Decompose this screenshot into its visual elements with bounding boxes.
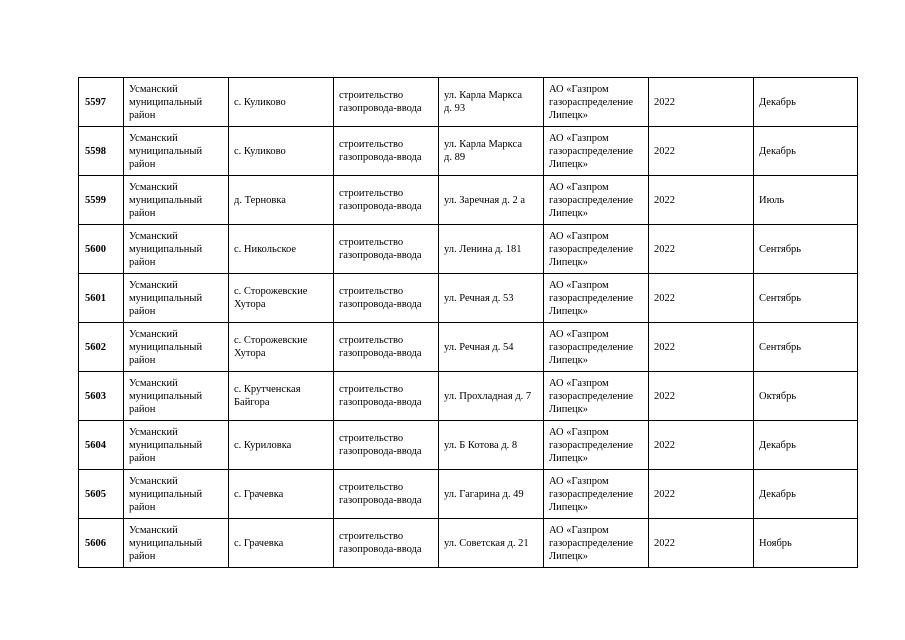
work-type-cell: строительство газопровода-ввода (334, 421, 439, 470)
month-cell: Декабрь (754, 470, 858, 519)
settlement-cell: д. Терновка (229, 176, 334, 225)
month-cell: Сентябрь (754, 225, 858, 274)
work-type-cell: строительство газопровода-ввода (334, 274, 439, 323)
table-row (79, 421, 858, 470)
row-number: 5600 (79, 225, 124, 274)
district-cell: Усманский муниципальный район (124, 176, 229, 225)
row-number: 5605 (79, 470, 124, 519)
address-cell: ул. Гагарина д. 49 (439, 470, 544, 519)
row-number: 5599 (79, 176, 124, 225)
district-cell: Усманский муниципальный район (124, 78, 229, 127)
month-cell: Ноябрь (754, 519, 858, 568)
year-cell: 2022 (649, 78, 754, 127)
district-cell: Усманский муниципальный район (124, 470, 229, 519)
organization-cell: АО «Газпром газораспределение Липецк» (544, 470, 649, 519)
table-row (79, 225, 858, 274)
district-cell: Усманский муниципальный район (124, 323, 229, 372)
address-cell: ул. Речная д. 54 (439, 323, 544, 372)
table-row (79, 519, 858, 568)
organization-cell: АО «Газпром газораспределение Липецк» (544, 274, 649, 323)
district-cell: Усманский муниципальный район (124, 372, 229, 421)
year-cell: 2022 (649, 176, 754, 225)
district-cell: Усманский муниципальный район (124, 274, 229, 323)
organization-cell: АО «Газпром газораспределение Липецк» (544, 225, 649, 274)
organization-cell: АО «Газпром газораспределение Липецк» (544, 372, 649, 421)
organization-cell: АО «Газпром газораспределение Липецк» (544, 176, 649, 225)
month-cell: Сентябрь (754, 274, 858, 323)
row-number: 5597 (79, 78, 124, 127)
work-type-cell: строительство газопровода-ввода (334, 225, 439, 274)
year-cell: 2022 (649, 127, 754, 176)
year-cell: 2022 (649, 274, 754, 323)
settlement-cell: с. Грачевка (229, 519, 334, 568)
settlement-cell: с. Крутченская Байгора (229, 372, 334, 421)
work-type-cell: строительство газопровода-ввода (334, 323, 439, 372)
row-number: 5601 (79, 274, 124, 323)
organization-cell: АО «Газпром газораспределение Липецк» (544, 78, 649, 127)
table-row (79, 127, 858, 176)
settlement-cell: с. Сторожевские Хутора (229, 323, 334, 372)
month-cell: Декабрь (754, 78, 858, 127)
organization-cell: АО «Газпром газораспределение Липецк» (544, 323, 649, 372)
settlement-cell: с. Сторожевские Хутора (229, 274, 334, 323)
address-cell: ул. Карла Маркса д. 93 (439, 78, 544, 127)
month-cell: Декабрь (754, 421, 858, 470)
work-type-cell: строительство газопровода-ввода (334, 127, 439, 176)
table-row (79, 372, 858, 421)
month-cell: Сентябрь (754, 323, 858, 372)
district-cell: Усманский муниципальный район (124, 225, 229, 274)
month-cell: Октябрь (754, 372, 858, 421)
organization-cell: АО «Газпром газораспределение Липецк» (544, 421, 649, 470)
settlement-cell: с. Никольское (229, 225, 334, 274)
address-cell: ул. Ленина д. 181 (439, 225, 544, 274)
address-cell: ул. Б Котова д. 8 (439, 421, 544, 470)
district-cell: Усманский муниципальный район (124, 127, 229, 176)
work-type-cell: строительство газопровода-ввода (334, 372, 439, 421)
address-cell: ул. Речная д. 53 (439, 274, 544, 323)
work-type-cell: строительство газопровода-ввода (334, 519, 439, 568)
year-cell: 2022 (649, 323, 754, 372)
address-cell: ул. Прохладная д. 7 (439, 372, 544, 421)
table-row (79, 323, 858, 372)
settlement-cell: с. Куликово (229, 127, 334, 176)
work-type-cell: строительство газопровода-ввода (334, 176, 439, 225)
gas-connection-table (78, 77, 858, 568)
year-cell: 2022 (649, 225, 754, 274)
year-cell: 2022 (649, 470, 754, 519)
month-cell: Июль (754, 176, 858, 225)
work-type-cell: строительство газопровода-ввода (334, 470, 439, 519)
address-cell: ул. Заречная д. 2 а (439, 176, 544, 225)
table-row (79, 470, 858, 519)
district-cell: Усманский муниципальный район (124, 519, 229, 568)
row-number: 5604 (79, 421, 124, 470)
table-row (79, 176, 858, 225)
table-row (79, 78, 858, 127)
row-number: 5606 (79, 519, 124, 568)
district-cell: Усманский муниципальный район (124, 421, 229, 470)
row-number: 5602 (79, 323, 124, 372)
settlement-cell: с. Грачевка (229, 470, 334, 519)
settlement-cell: с. Куриловка (229, 421, 334, 470)
table-body (79, 78, 858, 568)
year-cell: 2022 (649, 421, 754, 470)
organization-cell: АО «Газпром газораспределение Липецк» (544, 519, 649, 568)
address-cell: ул. Карла Маркса д. 89 (439, 127, 544, 176)
year-cell: 2022 (649, 372, 754, 421)
address-cell: ул. Советская д. 21 (439, 519, 544, 568)
organization-cell: АО «Газпром газораспределение Липецк» (544, 127, 649, 176)
year-cell: 2022 (649, 519, 754, 568)
month-cell: Декабрь (754, 127, 858, 176)
row-number: 5598 (79, 127, 124, 176)
row-number: 5603 (79, 372, 124, 421)
settlement-cell: с. Куликово (229, 78, 334, 127)
table-row (79, 274, 858, 323)
work-type-cell: строительство газопровода-ввода (334, 78, 439, 127)
